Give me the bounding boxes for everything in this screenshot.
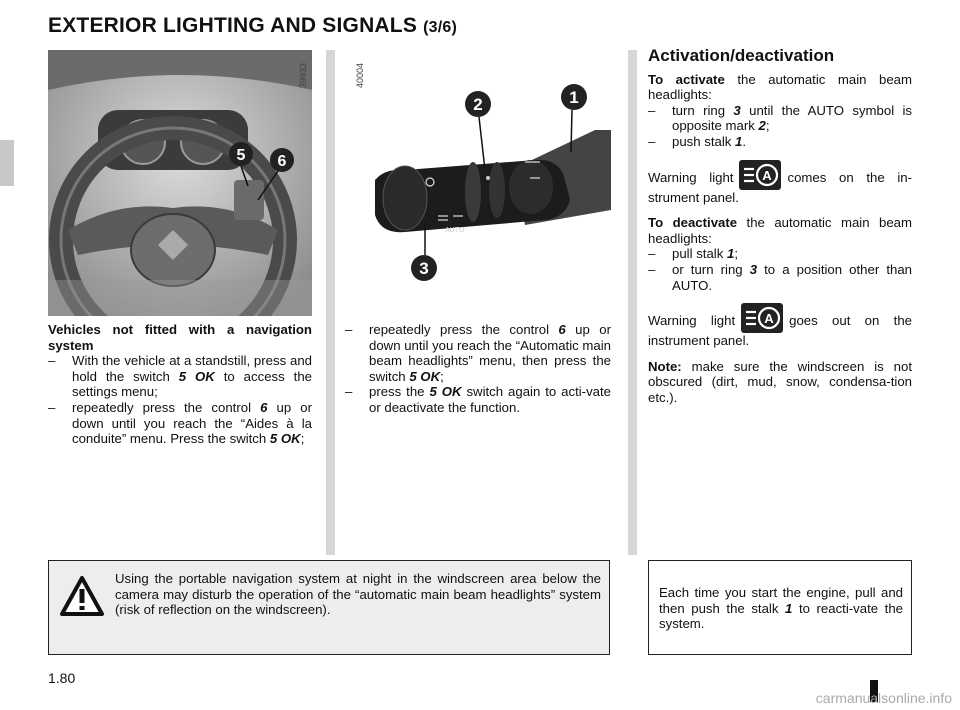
column-1 (48, 322, 312, 447)
section-tab (0, 140, 14, 186)
warning-text: Using the portable navigation system at night in the windscreen area below the camera may disturb the operation of the “automatic main beam headlights” system (risk of reflection on the windscreen). (115, 571, 601, 618)
page-title-part: (3/6) (423, 19, 457, 36)
col1-heading: Vehicles not fitted with a navigation system (48, 322, 312, 353)
lighting-stalk-figure (345, 50, 611, 316)
list-item: – With the vehicle at a standstill, press and hold the switch 5 OK to access the settings menu; (48, 353, 312, 400)
list-item: – or turn ring 3 to a position other than AUTO. (648, 261, 912, 293)
page-title-text: EXTERIOR LIGHTING AND SIGNALS (48, 14, 418, 37)
page-number: 1.80 (48, 670, 76, 686)
auto-main-beam-warning-icon (739, 160, 781, 190)
section-heading: Activation/deactivation (648, 46, 835, 65)
activate-intro: To activate the automatic main beam headlights: (648, 71, 913, 103)
column-divider (628, 50, 637, 555)
callout-3-label: 3 (419, 259, 429, 278)
list-item: – push stalk 1. (648, 133, 747, 149)
column-2 (345, 322, 611, 416)
stalk-auto-label: AUTO (445, 227, 465, 234)
svg-text:A: A (764, 311, 774, 327)
svg-text:A: A (762, 167, 773, 183)
list-item: – repeatedly press the control 6 up or down until you reach the “Automatic main beam headlights” menu, then press the switch 5 OK; (345, 322, 611, 384)
footer-watermark[interactable]: carmanualsonline.info (815, 690, 952, 706)
deactivate-intro: To deactivate the automatic main beam headlights: (648, 215, 912, 246)
callout-5-label: 5 (236, 147, 246, 164)
column-divider (326, 50, 335, 555)
callout-2-label: 2 (473, 95, 483, 114)
figure-reference: 40004 (355, 62, 365, 88)
warning-light-on: Warning light A comes on the in-strument panel. (648, 160, 912, 206)
callout-6-label: 6 (277, 153, 287, 170)
list-item: – pull stalk 1; (648, 246, 738, 262)
warning-box (48, 560, 610, 655)
warning-triangle-icon (59, 575, 105, 622)
note: Note: make sure the windscreen is not obscured (dirt, mud, snow, condensa-tion etc.). (648, 358, 912, 405)
list-item: – press the 5 OK switch again to acti-vate or deactivate the function. (345, 384, 611, 415)
page-title (48, 14, 457, 38)
note-box-text: Each time you start the engine, pull and then push the stalk 1 to reacti-vate the system. (659, 585, 904, 632)
auto-main-beam-warning-icon (741, 303, 783, 333)
list-item: – repeatedly press the control 6 up or down until you reach the “Aides à la conduite” menu. Press the switch 5 OK; (48, 399, 312, 447)
steering-wheel-figure (48, 50, 312, 316)
callout-1-label: 1 (569, 88, 579, 107)
list-item: – turn ring 3 until the AUTO symbol is opposite mark 2; (648, 102, 912, 134)
column-3 (648, 48, 912, 406)
warning-light-off: Warning light A goes out on the instrument panel. (648, 303, 912, 349)
note-box (648, 560, 912, 655)
figure-reference: 39933 (298, 62, 308, 88)
